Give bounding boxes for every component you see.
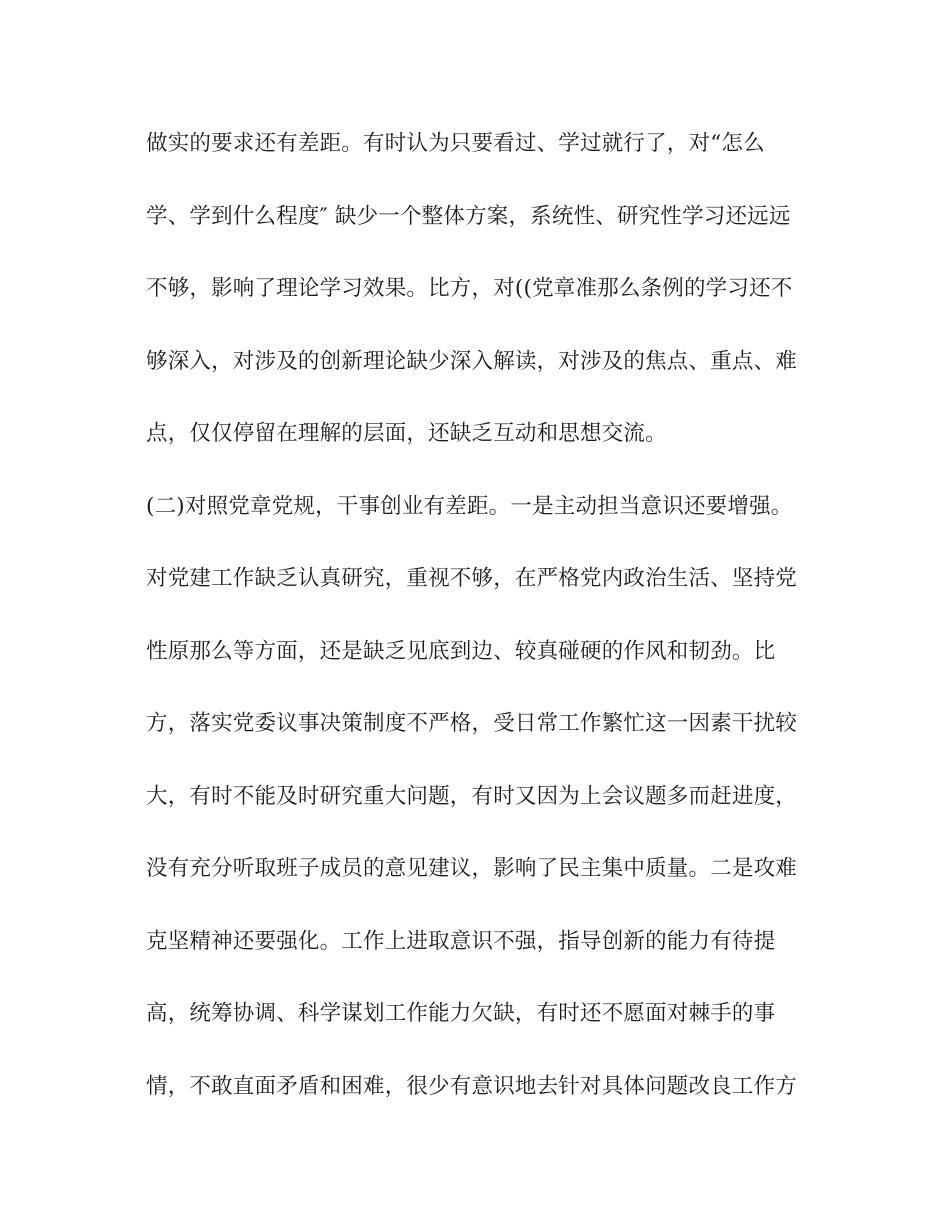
text-line: 方，落实党委议事决策制度不严格，受日常工作繁忙这一因素干扰较	[146, 711, 798, 736]
text-line: 没有充分听取班子成员的意见建议，影响了民主集中质量。二是攻难	[146, 856, 798, 881]
text-line: 对党建工作缺乏认真研究，重视不够，在严格党内政治生活、坚持党	[146, 566, 798, 591]
text-line: 克坚精神还要强化。工作上进取意识不强，指导创新的能力有待提	[146, 928, 776, 954]
text-line: 点，仅仅停留在理解的层面，还缺乏互动和思想交流。	[146, 421, 667, 446]
text-line: 做实的要求还有差距。有时认为只要看过、学过就行了，对“怎么	[146, 131, 765, 156]
text-line: (二)对照党章党规，干事创业有差距。一是主动担当意识还要增强。	[146, 493, 793, 519]
text-line: 不够，影响了理论学习效果。比方，对((党章准那么条例的学习还不	[146, 276, 793, 301]
text-line: 情，不敢直面矛盾和困难，很少有意识地去针对具体问题改良工作方	[146, 1073, 798, 1099]
text-line: 学、学到什么程度″ 缺少一个整体方案，系统性、研究性学习还远远	[146, 203, 791, 229]
text-line: 够深入，对涉及的创新理论缺少深入解读，对涉及的焦点、重点、难	[146, 348, 798, 374]
text-line: 大，有时不能及时研究重大问题，有时又因为上会议题多而赶进度，	[146, 783, 798, 809]
text-line: 高，统筹协调、科学谋划工作能力欠缺，有时还不愿面对棘手的事	[146, 1001, 776, 1026]
body-text	[146, 124, 806, 1139]
text-line: 性原那么等方面，还是缺乏见底到边、较真碰硬的作风和韧劲。比	[146, 638, 776, 664]
